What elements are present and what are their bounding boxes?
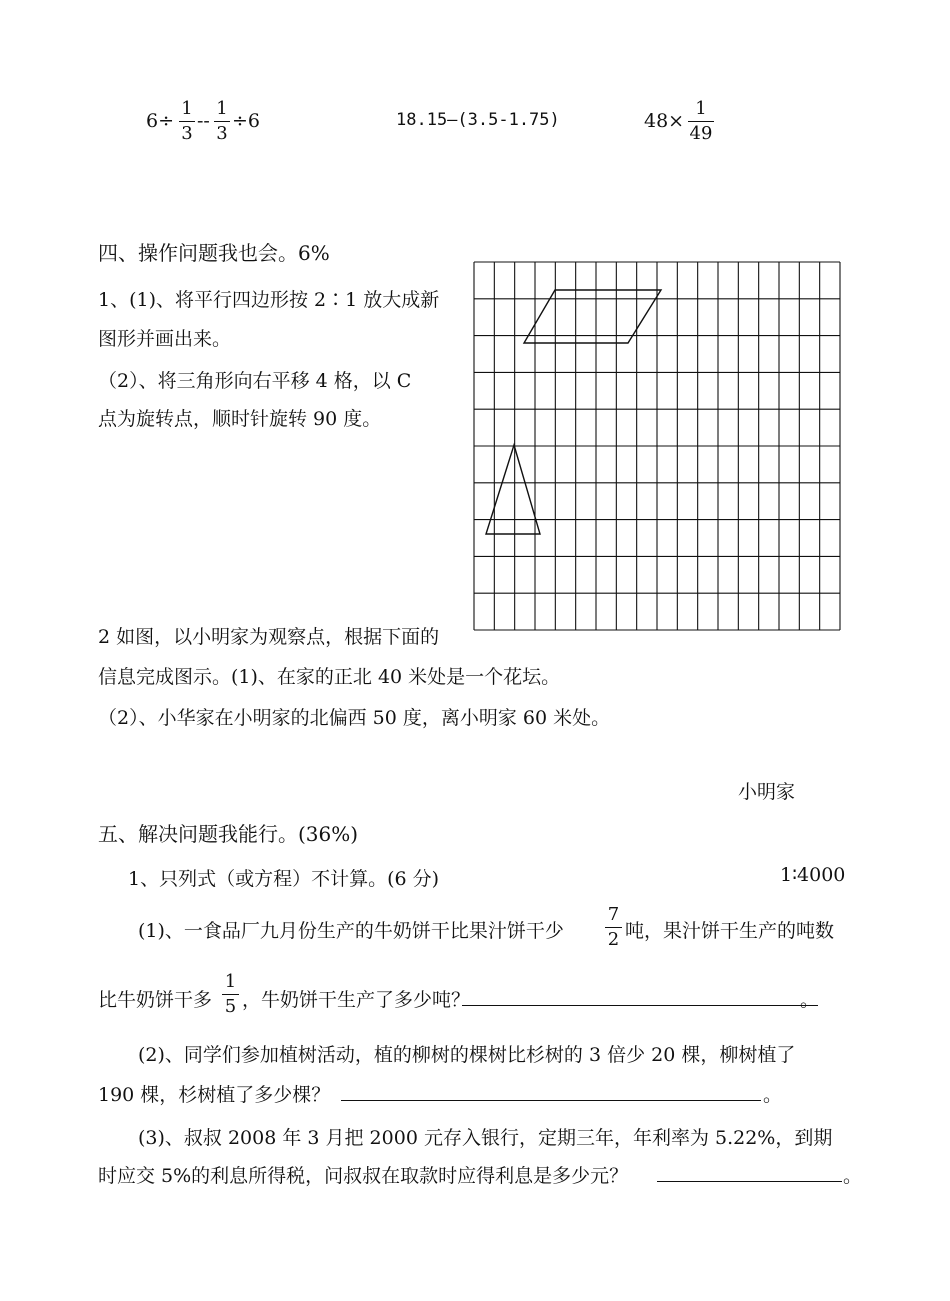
fraction-denominator: 5 — [224, 996, 237, 1017]
expr3-prefix: 48× — [644, 110, 685, 132]
fraction-numerator: 1 — [216, 98, 228, 119]
expr1-fraction-1 — [179, 100, 195, 143]
grid-lines — [474, 262, 840, 630]
problem3-line1: (3)、叔叔 2008 年 3 月把 2000 元存入银行，定期三年，年利率为 5.22%，到期 — [138, 1127, 833, 1149]
section4-q2-line2: 信息完成图示。(1)、在家的正北 40 米处是一个花坛。 — [98, 666, 561, 688]
calc-expression-2: 18.15—(3.5-1.75) — [396, 110, 560, 130]
fraction-numerator: 1 — [181, 98, 193, 119]
section4-title: 四、操作问题我也会。6% — [98, 241, 330, 265]
grid-figure — [470, 258, 842, 632]
section4-q1-line2: 图形并画出来。 — [98, 328, 232, 350]
problem2-line1: (2)、同学们参加植树活动，植的柳树的棵树比杉树的 3 倍少 20 棵，柳树植了 — [138, 1044, 796, 1066]
section4-q1-line3: （2）、将三角形向右平移 4 格，以 C — [98, 370, 412, 392]
problem1-line2-suffix: ，牛奶饼干生产了多少吨？ — [242, 989, 471, 1011]
expr3-fraction — [688, 100, 714, 143]
expr1-operator: -- — [197, 110, 210, 132]
scale-label: 1∶4000 — [780, 864, 846, 886]
fraction-numerator: 1 — [224, 971, 237, 992]
problem1-fraction-1 — [605, 906, 622, 949]
fraction-denominator: 2 — [607, 929, 620, 950]
section5-title: 五、解决问题我能行。(36%) — [98, 822, 359, 846]
problem2-line2: 190 棵，杉树植了多少棵？ — [98, 1084, 331, 1106]
section4-q2-line1: 2 如图，以小明家为观察点，根据下面的 — [98, 626, 440, 648]
expr1-fraction-2 — [214, 100, 230, 143]
problem1-line2-text: 比牛奶饼干多 — [98, 989, 213, 1011]
parallelogram-shape — [524, 290, 661, 343]
problem1-answer-blank[interactable] — [462, 1005, 818, 1006]
problem1-line1-suffix: 吨，果汁饼干生产的吨数 — [625, 920, 835, 942]
expr1-suffix: ÷6 — [232, 110, 261, 132]
fraction-numerator: 7 — [607, 904, 620, 925]
fraction-denominator: 49 — [689, 123, 713, 144]
expr1-prefix: 6÷ — [146, 110, 175, 132]
home-label: 小明家 — [738, 781, 796, 803]
problem1-end: 。 — [800, 989, 820, 1011]
fraction-denominator: 3 — [216, 123, 228, 144]
section5-q1-title: 1、只列式（或方程）不计算。(6 分) — [128, 868, 440, 890]
problem2-answer-blank[interactable] — [341, 1100, 761, 1101]
problem3-line2: 时应交 5%的利息所得税，问叔叔在取款时应得利息是多少元？ — [98, 1165, 629, 1187]
problem1-line1-text: (1)、一食品厂九月份生产的牛奶饼干比果汁饼干少 — [138, 920, 564, 942]
section4-q1-line4: 点为旋转点，顺时针旋转 90 度。 — [98, 408, 382, 430]
section4-q1-line1: 1、(1)、将平行四边形按 2∶1 放大成新 — [98, 289, 440, 311]
problem3-end: 。 — [843, 1165, 863, 1187]
fraction-denominator: 3 — [181, 123, 193, 144]
fraction-numerator: 1 — [695, 98, 707, 119]
problem2-end: 。 — [763, 1084, 783, 1106]
problem1-fraction-2 — [222, 973, 239, 1016]
problem3-answer-blank[interactable] — [657, 1181, 842, 1182]
section4-q2-line3: （2）、小华家在小明家的北偏西 50 度，离小明家 60 米处。 — [98, 707, 611, 729]
